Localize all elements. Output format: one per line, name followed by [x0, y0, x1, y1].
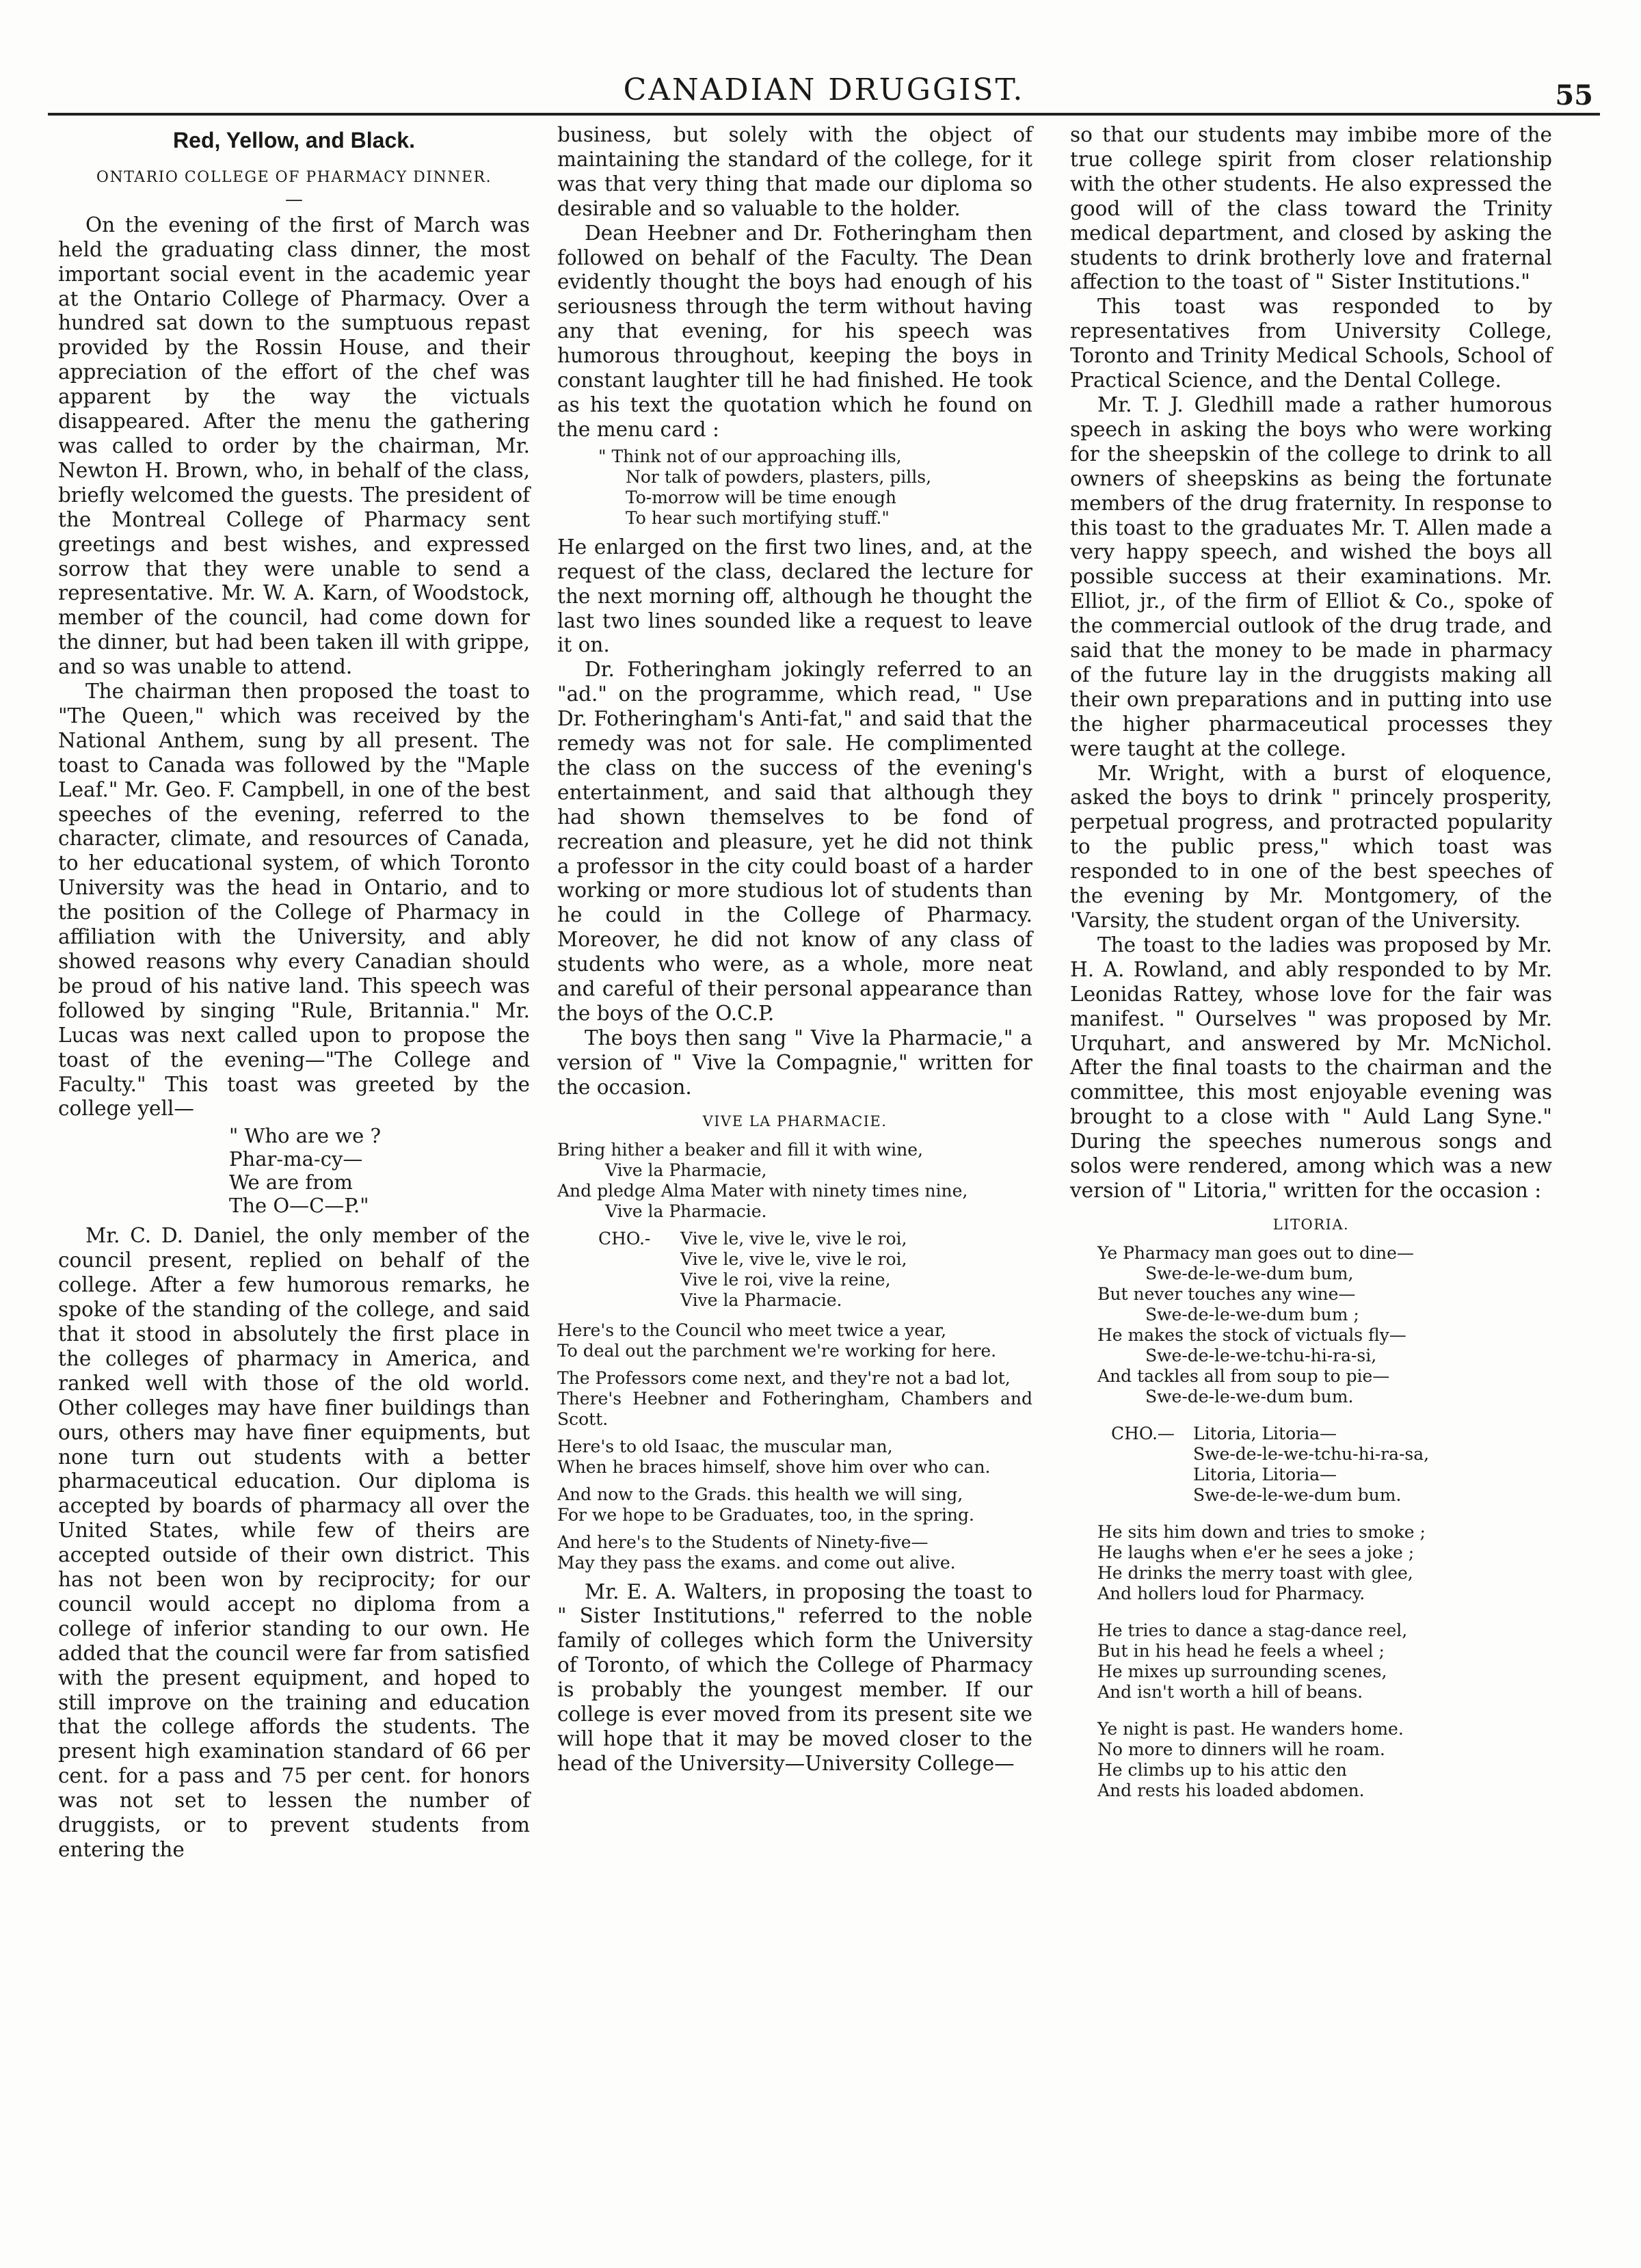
paragraph: so that our students may imbibe more of the true college spirit from closer relationship with the other students. He also expressed the good will of the class toward the Trinity medical department, and closed by asking the students to drink brotherly love and fraternal affection to the toast of " Sister Institutions." [1070, 123, 1552, 294]
poem-line: Swe-de-le-we-dum bum. [1145, 1386, 1354, 1406]
chorus-line: Swe-de-le-we-tchu-hi-ra-sa, [1193, 1443, 1430, 1464]
song-line: Bring hither a beaker and fill it with wine, [557, 1139, 923, 1160]
song-couplet [557, 1368, 1032, 1430]
college-yell [58, 1124, 530, 1217]
poem-line: But in his head he feels a wheel ; [1097, 1640, 1385, 1661]
poem-stanza [1070, 1620, 1552, 1703]
poem-line: He laughs when e'er he sees a joke ; [1097, 1542, 1415, 1562]
song-line: There's Heebner and Fotheringham, Chambers and Scott. [557, 1388, 1032, 1429]
poem-stanza [1070, 1243, 1552, 1407]
yell-line: The O—C—P." [229, 1194, 369, 1218]
page-header [48, 68, 1600, 116]
article-subhead: ONTARIO COLLEGE OF PHARMACY DINNER. [96, 168, 492, 186]
poem-line: He mixes up surrounding scenes, [1097, 1661, 1387, 1681]
quote-line: " Think not of our approaching ills, [598, 446, 902, 466]
poem-line: He makes the stock of victuals fly— [1097, 1324, 1406, 1345]
quote-line: Nor talk of powders, plasters, pills, [626, 466, 932, 487]
chorus-line: Vive le, vive le, vive le roi, [680, 1249, 907, 1269]
poem-stanza [1070, 1719, 1552, 1801]
poem-line: He tries to dance a stag-dance reel, [1097, 1620, 1408, 1640]
quote-line: To-morrow will be time enough [626, 487, 897, 507]
paragraph: This toast was responded to by representatives from University College, Toronto and Trinity Medical Schools, School of Practical Science, and the Dental College. [1070, 295, 1552, 392]
paragraph: business, but solely with the object of maintaining the standard of the college, for it was that very thing that made our diploma so desirable and so valuable to the holder. [557, 123, 1032, 220]
paragraph: Mr. T. J. Gledhill made a rather humorous speech in asking the boys who were working for the sheepskin of the college to drink to all owners of sheepskins as being the fortunate members of the drug fraternity. In response to this toast to the graduates Mr. T. Allen made a very happy speech, and wished the boys all possible success at their examinations. Mr. Elliot, jr., of the firm of Elliot & Co., spoke of the commercial outlook of the drug trade, and said that the money to be made in pharmacy of the future lay in the druggists making all their own preparations and in putting into use the higher pharmaceutical processes they were taught at the college. [1070, 392, 1552, 760]
song-line: May they pass the exams. and come out alive. [557, 1552, 956, 1573]
poem-line: Swe-de-le-we-dum bum, [1145, 1263, 1354, 1283]
paragraph: The boys then sang " Vive la Pharmacie," a version of " Vive la Compagnie," written for the occasion. [557, 1026, 1032, 1099]
poem-line: And isn't worth a hill of beans. [1097, 1681, 1363, 1702]
song-line: Vive la Pharmacie. [605, 1201, 767, 1221]
song-couplet [557, 1437, 1032, 1478]
poem-line: And rests his loaded abdomen. [1097, 1780, 1365, 1800]
song-line: Here's to old Isaac, the muscular man, [557, 1436, 893, 1456]
song-couplet [557, 1532, 1032, 1573]
song-title: VIVE LA PHARMACIE. [702, 1112, 888, 1130]
paragraph: Dean Heebner and Dr. Fotheringham then followed on behalf of the Faculty. The Dean evidently thought the boys had enough of his seriousness through the term without having any that evening, for his speech was humorous throughout, keeping the boys in constant laughter till he had finished. He took as his text the quotation which he found on the menu card : [557, 221, 1032, 441]
poem-chorus [1111, 1424, 1552, 1506]
quote-line: To hear such mortifying stuff." [626, 507, 890, 528]
chorus-line: Vive le, vive le, vive le roi, [680, 1228, 907, 1249]
menu-quotation [557, 446, 1032, 529]
paragraph: The toast to the ladies was proposed by Mr. H. A. Rowland, and ably responded to by Mr. Leonidas Rattey, whose love for the fair was manifest. " Ourselves " was proposed by Mr. Urquhart, and answered by Mr. McNichol. After the final toasts to the chairman and the committee, this most enjoyable evening was brought to a close with " Auld Lang Syne." During the speeches numerous songs and solos were rendered, among which was a new version of " Litoria," written for the occasion : [1070, 933, 1552, 1202]
poem-stanza [1070, 1522, 1552, 1604]
running-head: CANADIAN DRUGGIST. [623, 72, 1025, 107]
column-3 [1070, 123, 1552, 1817]
chorus-line: Vive la Pharmacie. [680, 1290, 842, 1310]
paragraph: Dr. Fotheringham jokingly referred to an "ad." on the programme, which read, " Use Dr. Fotheringham's Anti-fat," and said that the remedy was not for sale. He complimented the class on the success of the evening's entertainment, and said that although they had shown themselves to be fond of recreation and pleasure, yet he did not think a professor in the city could boast of a harder working or more studious lot of students than he could in the College of Pharmacy. Moreover, he did not know of any class of students who were, as a whole, more neat and careful of their personal appearance than the boys of the O.C.P. [557, 658, 1032, 1025]
paragraph: He enlarged on the first two lines, and, at the request of the class, declared the lecture for the next morning off, although he thought the last two lines sounded like a request to leave it on. [557, 535, 1032, 657]
song-line: Here's to the Council who meet twice a year, [557, 1320, 947, 1340]
poem-line: But never touches any wine— [1097, 1283, 1356, 1304]
poem-line: Ye night is past. He wanders home. [1097, 1718, 1404, 1739]
song-line: And now to the Grads. this health we will sing, [557, 1484, 963, 1504]
song-line: Vive la Pharmacie, [605, 1160, 767, 1180]
page-number: 55 [1555, 79, 1593, 111]
chorus-line: Vive le roi, vive la reine, [680, 1269, 891, 1290]
song-line: For we hope to be Graduates, too, in the spring. [557, 1504, 974, 1525]
column-1 [58, 123, 530, 1863]
paragraph: Mr. E. A. Walters, in proposing the toast to " Sister Institutions," referred to the noble family of colleges which form the University of Toronto, of which the College of Pharmacy is probably the youngest member. If our college is ever moved from its present site we will hope that it may be moved closer to the head of the University—University College— [557, 1579, 1032, 1775]
column-2 [557, 123, 1032, 1776]
chorus-line: Litoria, Litoria— [1193, 1464, 1337, 1484]
chorus-label: CHO.- [598, 1228, 651, 1249]
yell-line: We are from [229, 1171, 353, 1195]
song-verse [557, 1140, 1032, 1222]
song-line: And here's to the Students of Ninety-five— [557, 1532, 929, 1552]
poem-line: He sits him down and tries to smoke ; [1097, 1521, 1426, 1542]
yell-line: Phar-ma-cy— [229, 1147, 363, 1171]
chorus-line: Swe-de-le-we-dum bum. [1193, 1484, 1402, 1505]
song-chorus [557, 1229, 1032, 1311]
song-line: To deal out the parchment we're working for here. [557, 1340, 997, 1361]
poem-title: LITORIA. [1272, 1216, 1350, 1233]
paragraph: The chairman then proposed the toast to "The Queen," which was received by the National Anthem, sung by all present. The toast to Canada was followed by the "Maple Leaf." Mr. Geo. F. Campbell, in one of the best speeches of the evening, referred to the character, climate, and resources of Canada, to her educational system, of which Toronto University was the head in Ontario, and to the position of the College of Pharmacy in affiliation with the University, and ably showed reasons why every Canadian should be proud of his native land. This speech was followed by singing "Rule, Britannia." Mr. Lucas was next called upon to propose the toast of the evening—"The College and Faculty." This toast was greeted by the college yell— [58, 680, 530, 1121]
song-line: And pledge Alma Mater with ninety times nine, [557, 1180, 968, 1201]
song-couplet [557, 1320, 1032, 1361]
poem-line: He climbs up to his attic den [1097, 1759, 1347, 1780]
chorus-label: CHO.— [1111, 1423, 1175, 1443]
paragraph: Mr. C. D. Daniel, the only member of the council present, replied on behalf of the college. After a few humorous remarks, he spoke of the standing of the college, and said that it stood in absolutely the first place in the colleges of pharmacy in America, and ranked well with those of the old world. Other colleges may have finer buildings than ours, others may have finer equipments, but none turn out students with a better pharmaceutical education. Our diploma is accepted by boards of pharmacy all over the United States, while few of theirs are accepted outside of their own district. This has not been won by reciprocity; for our council would accept no diploma from a college of inferior standing to our own. He added that the council were far from satisfied with the present equipment, and hoped to still improve on the training and education that the college affords the students. The present high examination standard of 66 per cent. for a pass and 75 per cent. for honors was not set to lessen the number of druggists, or to prevent students from entering the [58, 1224, 530, 1861]
paragraph: On the evening of the first of March was held the graduating class dinner, the most important social event in the academic year at the Ontario College of Pharmacy. Over a hundred sat down to the sumptuous repast provided by the Rossin House, and their appreciation of the effort of the chef was apparent by the way the victuals disappeared. After the menu the gathering was called to order by the chairman, Mr. Newton H. Brown, who, in behalf of the class, briefly welcomed the guests. The president of the Montreal College of Pharmacy sent greetings and best wishes, and expressed sorrow that they were unable to send a representative. Mr. W. A. Karn, of Woodstock, member of the council, had come down for the dinner, but had been taken ill with grippe, and so was unable to attend. [58, 213, 530, 679]
poem-line: Swe-de-le-we-tchu-hi-ra-si, [1145, 1345, 1377, 1365]
paragraph: Mr. Wright, with a burst of eloquence, asked the boys to drink " princely prosperity, perpetual progress, and protracted popularity to the public press," which toast was responded to in one of the best speeches of the evening by Mr. Montgomery, of the 'Varsity, the student organ of the University. [1070, 761, 1552, 932]
poem-line: Swe-de-le-we-dum bum ; [1145, 1304, 1359, 1324]
poem-line: And hollers loud for Pharmacy. [1097, 1583, 1365, 1603]
poem-line: Ye Pharmacy man goes out to dine— [1097, 1242, 1414, 1263]
article-headline: Red, Yellow, and Black. [173, 128, 415, 152]
song-line: The Professors come next, and they're not a bad lot, [557, 1368, 1011, 1388]
poem-line: He drinks the merry toast with glee, [1097, 1562, 1413, 1583]
yell-line: " Who are we ? [229, 1124, 382, 1148]
song-couplet [557, 1484, 1032, 1525]
header-rule [48, 113, 1600, 116]
poem-line: No more to dinners will he roam. [1097, 1739, 1385, 1759]
poem-line: And tackles all from soup to pie— [1097, 1365, 1390, 1386]
divider-dash: — [285, 189, 303, 210]
song-line: When he braces himself, shove him over who can. [557, 1456, 991, 1477]
chorus-line: Litoria, Litoria— [1193, 1423, 1337, 1443]
